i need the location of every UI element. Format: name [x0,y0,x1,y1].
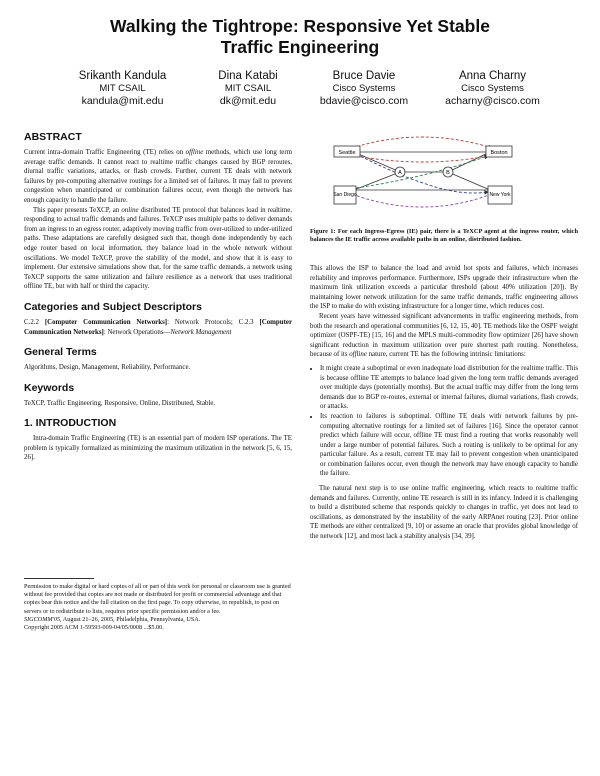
limitation-item-1: • It might create a suboptimal or even inadequate load distribution for the realtime traffic. This is because offline TE attempts to balance load given the long term traffic demands averaged over multiple days (potentially months). But the actual traffic may differ from the long term demands due to BGP re-routes, external or internal failures, diurnal variations, flash crowds, or attacks. [320,364,578,412]
link-sandiego-a [354,172,400,190]
permission-footnote [24,583,292,632]
right-paragraph-1: This allows the ISP to balance the load and avoid hot spots and failures, which increases reliability and improves performance. Furthermore, ISPs upgrade their infrastructure when the maximum link utilization exceeds a particular threshold (about 40% utilization [20]). By maintaining lower network utilization for the same traffic demands, traffic engineering allows the ISP to make do with existing infrastructure for a longer time, which reduces cost. [310,265,578,311]
copyright-text: Copyright 2005 ACM 1-59593-009-04/05/0008 ...$5.00. [24,624,164,632]
node-boston-label: Boston [490,150,508,156]
right-paragraph-2: Recent years have witnessed significant advancements in traffic engineering methods, from both the research and operational communities [6, 12, 15, 40]. TE methods like the OSPF weight optimizer (OSPF-TE) [15, 16] and the MPLS multi-commodity flow optimizer [26] have shown significant reduction in maximum utilization over pure shortest path routing. Nonetheless, because of its offline nature, current TE has the following intrinsic limitations: [310,312,578,359]
limitation-item-2: • Its reaction to failures is suboptimal. Offline TE deals with network failures by pre-computing alternative routings for a limited set of failures [16]. Since the operator cannot predict which failure will occur, offline TE must find a routing that works reasonably well under a large number of potential failures. Such a routing is unlikely to be optimal for any particular failure. As a result, current TE may fail to prevent congestion when unanticipated or combination failures occur, even though the network may have enough capacity to handle the failure. [320,412,578,479]
link-seattle-a [354,152,400,172]
title-line-2: Traffic Engineering [220,37,380,57]
node-b-label: B [446,170,450,176]
keywords-text: TeXCP, Traffic Engineering, Responsive, Online, Distributed, Stable. [24,399,216,407]
figure-1-diagram [330,134,530,234]
general-terms-text: Algorithms, Design, Management, Reliability, Performance. [24,364,191,372]
figure-1-caption: Figure 1: For each Ingress-Egress (IE) pair, there is a TeXCP agent at the ingress router, which balances the IE traffic across available paths in an online, distributed fashion. [310,228,578,244]
author-2 [193,70,303,108]
link-newyork-b [448,172,490,190]
categories-text: C.2.2 [Computer Communication Networks]: Network Protocols; C.2.3 [Computer Communication Networks]: Network Operations—Network Management [24,318,293,336]
author-name: Anna Charny [458,70,527,82]
author-block [60,70,560,116]
author-email: acharny@cisco.com [445,95,540,107]
network-topology [330,134,530,234]
categories-heading: Categories and Subject Descriptors [24,300,202,313]
author-3 [304,70,424,108]
author-name: Srikanth Kandula [78,70,167,82]
right-column [310,264,578,542]
author-name: Bruce Davie [332,70,396,82]
author-4 [430,70,555,108]
node-seattle-label: Seattle [338,150,356,156]
abstract-paragraph-2: This paper presents TeXCP, an online distributed TE protocol that balances load in realtime, responding to actual traffic demands and failures. TeXCP uses multiple paths to deliver demands from an ingress to an egress router, adaptively moving traffic from over-utilized to under-utilized paths. These adaptations are carefully designed such that, though done independently by each edge router based on local information, they balance load in the whole network without oscillations. We model TeXCP, prove the stability of the model, and show that it is easy to implement. Our extensive simulations show that, for the same traffic demands, a network using TeXCP supports the same utilization and failure resilience as a network that uses traditional offline TE, but with half or third the capacity. [24,206,292,291]
path-sandiego-newyork [352,194,492,207]
author-email: kandula@mit.edu [81,95,164,107]
venue-text: SIGCOMM'05, August 21–26, 2005, Philadelphia, Pennsylvania, USA. [24,615,201,623]
node-new-york-label: New York [489,192,511,198]
node-a-label: A [398,170,402,176]
title-line-1: Walking the Tightrope: Responsive Yet Stable [110,16,490,36]
introduction-paragraph-1: Intra-domain Traffic Engineering (TE) is an essential part of modern ISP operations. The TE problem is typically formalized as minimizing the maximum utilization in the network [5, 6, 15, 26]. [24,435,292,462]
path-seattle-boston-top [352,137,492,148]
author-affiliation: Cisco Systems [461,83,524,94]
author-1 [60,70,185,108]
author-affiliation: MIT CSAIL [99,83,146,94]
author-email: dk@mit.edu [219,95,277,107]
general-terms-heading: General Terms [24,346,97,359]
footnote-rule [24,578,94,579]
introduction-heading: 1. INTRODUCTION [24,417,117,430]
node-san-diego-label: San Diego [333,192,357,198]
abstract-paragraph-1: Current intra-domain Traffic Engineering (TE) relies on offline methods, which use long term average traffic demands. It cannot react to realtime traffic changes caused by BGP reroutes, diurnal traffic variations, attacks, or flash crowds. Further, current TE deals with network failures by pre-computing alternative routings for a limited set of failures. It may fail to prevent congestion when unanticipated or combination failures occur, even though the network has enough capacity to handle the failure. [24,149,293,204]
author-name: Dina Katabi [218,70,278,82]
left-column [24,131,292,463]
limitations-list [310,364,578,479]
abstract-heading: ABSTRACT [24,131,82,143]
paper-title [0,16,600,58]
keywords-heading: Keywords [24,381,75,394]
right-paragraph-3: The natural next step is to use online traffic engineering, which reacts to realtime traffic demands and failures. Currently, online TE research is still in its infancy. Indeed it is challenging to build a distributed scheme that responds quickly to changes in traffic, yet does not lead to oscillations, as demonstrated by the instability of the early ARPAnet routing [23]. Prior online TE methods are either centralized [9, 10] or assume an oracle that provides global knowledge of the network [12], and most lack a stability analysis [34, 39]. [310,485,578,541]
permission-text: Permission to make digital or hard copies of all or part of this work for personal or classroom use is granted without fee provided that copies are not made or distributed for profit or commercial advantage and that copies bear this notice and the full citation on the first page. To copy otherwise, to republish, to post on servers or to redistribute to lists, requires prior specific permission and/or a fee. [24,583,291,615]
path-seattle-newyork [356,154,488,193]
author-affiliation: Cisco Systems [332,83,396,94]
author-email: bdavie@cisco.com [319,95,409,107]
author-affiliation: MIT CSAIL [224,83,272,94]
